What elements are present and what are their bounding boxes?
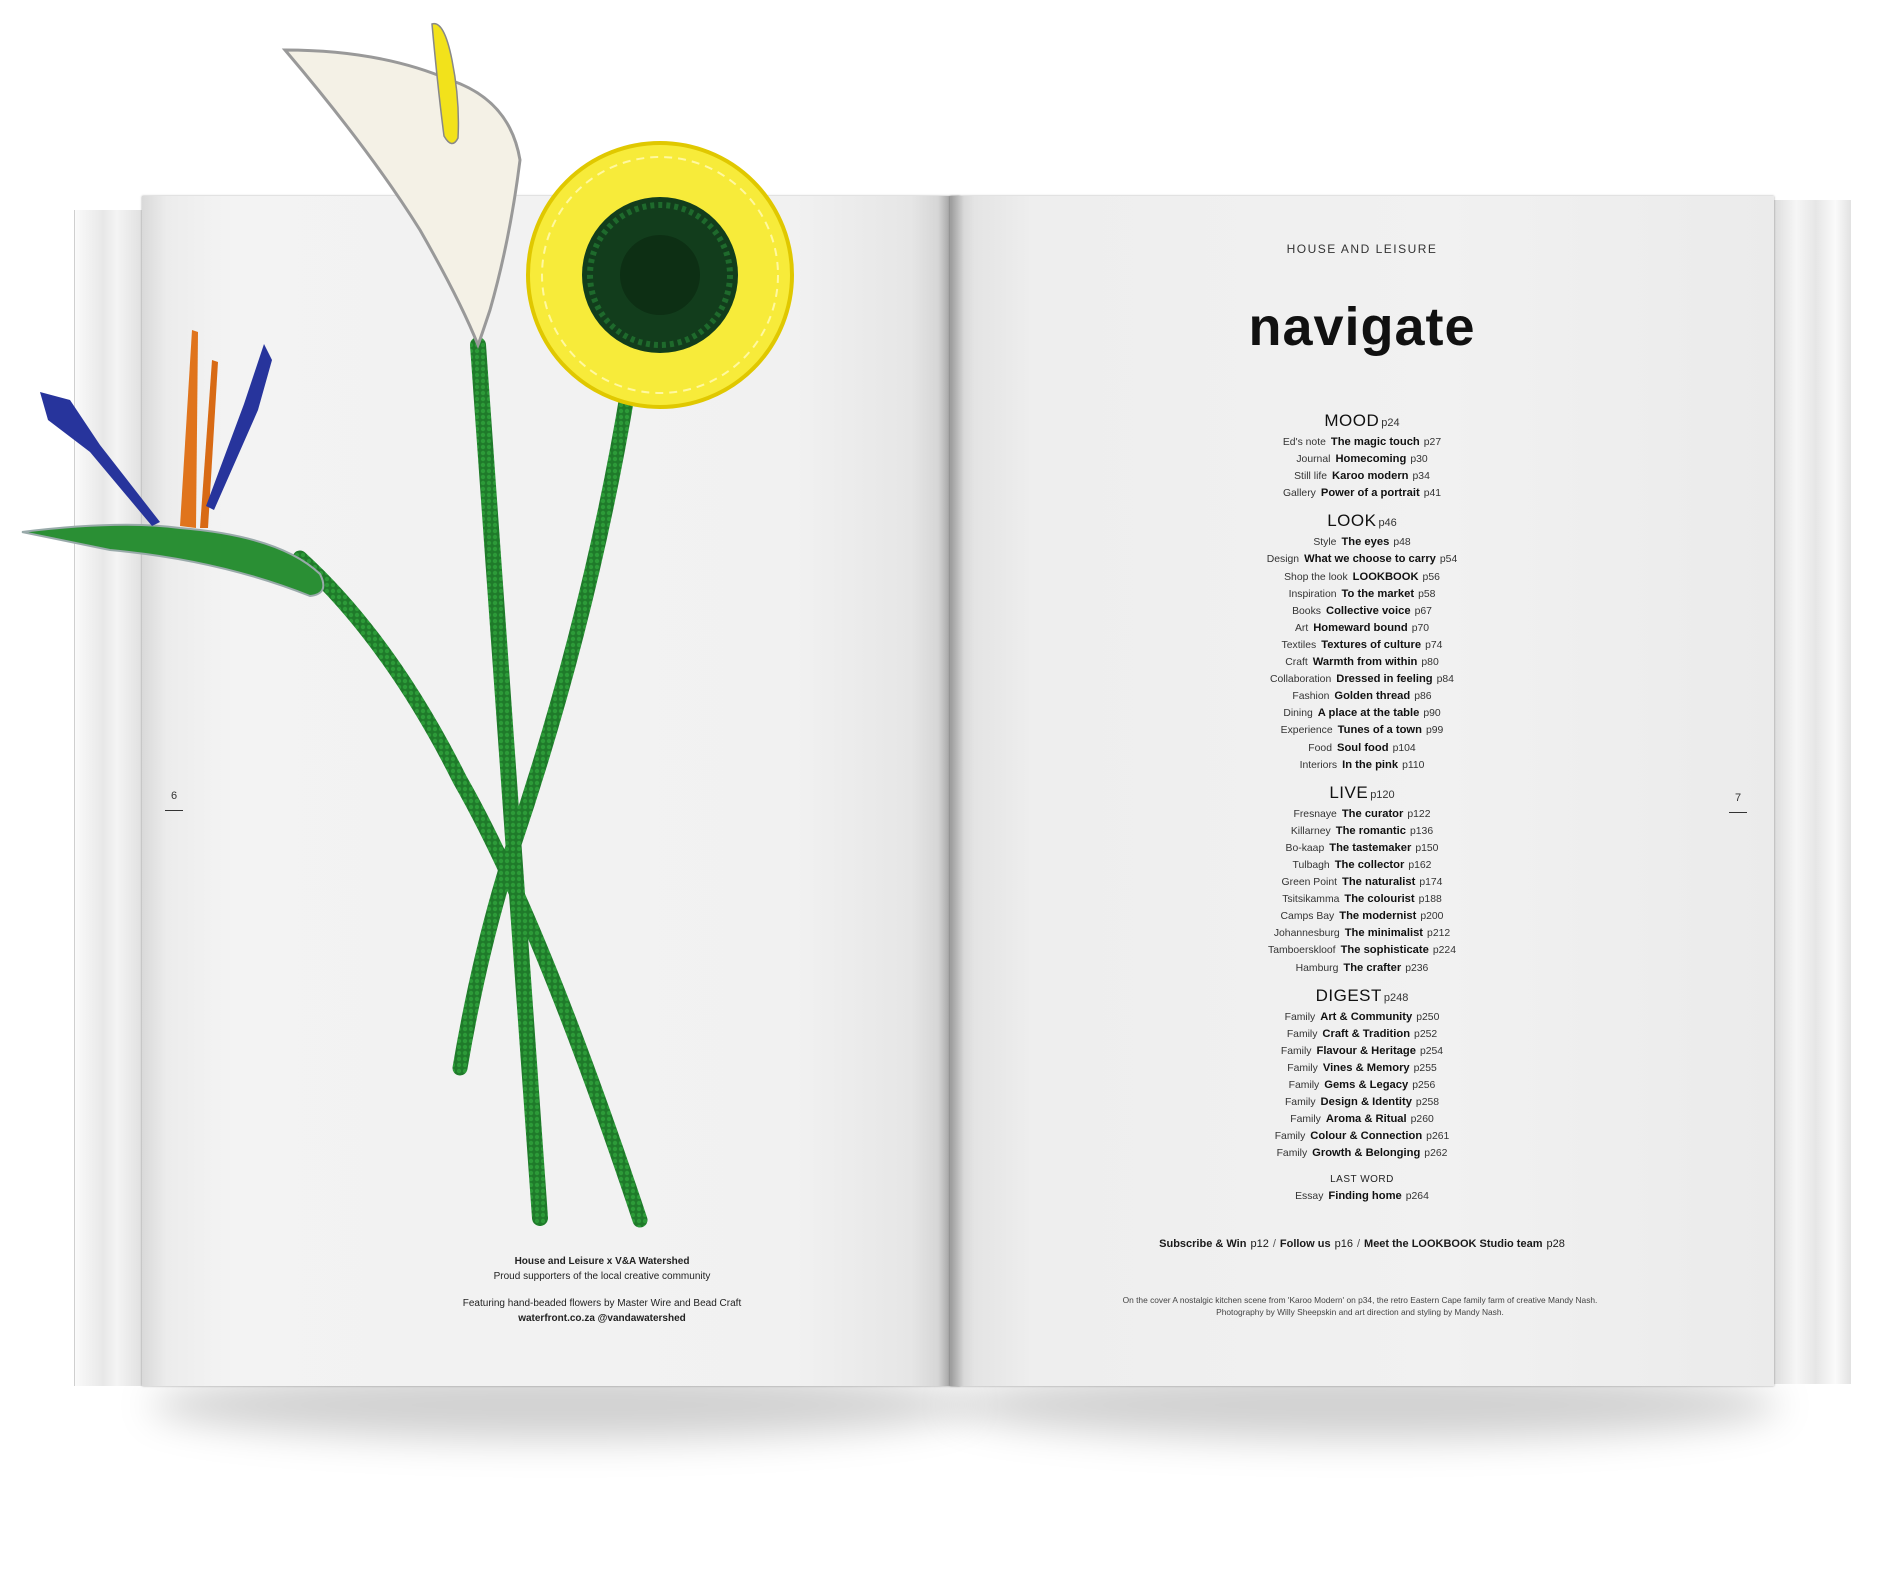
entry-kicker: Collaboration xyxy=(1270,674,1332,686)
entry-page: p200 xyxy=(1420,911,1444,923)
entry-title: Warmth from within xyxy=(1312,656,1418,669)
entry-title: Vines & Memory xyxy=(1322,1061,1410,1074)
bird-of-paradise-stem xyxy=(300,558,640,1220)
entry-kicker: Dining xyxy=(1283,708,1313,720)
entry-title: The sophisticate xyxy=(1340,944,1429,957)
footer-link-page: p12 xyxy=(1250,1238,1269,1250)
entry-kicker: Journal xyxy=(1296,454,1331,466)
section-page: p46 xyxy=(1378,517,1397,530)
entry-page: p90 xyxy=(1423,708,1441,720)
entry-page: p162 xyxy=(1408,859,1432,871)
entry-kicker: Essay xyxy=(1295,1191,1324,1203)
entry-title: Dressed in feeling xyxy=(1336,673,1433,686)
entry-title: Homecoming xyxy=(1335,453,1407,466)
link-separator: / xyxy=(1272,1238,1276,1250)
footer-link-page: p16 xyxy=(1334,1238,1353,1250)
entry-title: Finding home xyxy=(1328,1190,1402,1203)
entry-page: p256 xyxy=(1412,1080,1436,1091)
entry-kicker: Bo-kaap xyxy=(1285,842,1325,854)
calla-lily-flower xyxy=(285,50,520,345)
entry-title: Tunes of a town xyxy=(1337,724,1422,737)
entry-kicker: Green Point xyxy=(1281,877,1337,889)
entry-title: In the pink xyxy=(1342,758,1399,771)
entry-kicker: Craft xyxy=(1285,657,1308,669)
entry-kicker: Style xyxy=(1313,537,1337,549)
page-title: navigate xyxy=(1248,297,1476,357)
footer-link-title: Subscribe & Win xyxy=(1159,1238,1247,1250)
entry-kicker: Art xyxy=(1294,622,1309,634)
section-page: p248 xyxy=(1383,991,1409,1004)
section-name: MOOD xyxy=(1324,411,1380,430)
entry-kicker: Inspiration xyxy=(1288,588,1337,600)
entry-kicker: Family xyxy=(1274,1131,1306,1143)
entry-kicker: Family xyxy=(1284,1097,1316,1109)
entry-page: p30 xyxy=(1410,454,1428,466)
entry-kicker: Still life xyxy=(1294,471,1328,483)
entry-title: To the market xyxy=(1341,587,1415,600)
entry-page: p174 xyxy=(1419,877,1443,889)
entry-page: p188 xyxy=(1418,894,1442,906)
entry-title: The crafter xyxy=(1343,961,1402,974)
entry-title: Soul food xyxy=(1336,741,1389,754)
entry-title: Collective voice xyxy=(1325,604,1411,617)
entry-kicker: Fashion xyxy=(1292,691,1330,703)
magazine-name: HOUSE AND LEISURE xyxy=(1286,242,1438,256)
right-page-number: 7 xyxy=(1734,792,1742,804)
cover-note-line-1: On the cover A nostalgic kitchen scene from 'Karoo Modern' on p34, the retro Eastern Cape family farm of creative Mandy Nash. xyxy=(1122,1295,1598,1305)
entry-title: Flavour & Heritage xyxy=(1316,1044,1416,1057)
entry-page: p261 xyxy=(1426,1131,1450,1143)
entry-title: The tastemaker xyxy=(1329,841,1412,854)
left-page-number: 6 xyxy=(170,790,178,802)
entry-page: p262 xyxy=(1424,1148,1448,1160)
bird-of-paradise-head xyxy=(22,525,323,596)
entry-page: p252 xyxy=(1414,1028,1438,1040)
entry-title: Textures of culture xyxy=(1321,638,1422,651)
entry-kicker: Food xyxy=(1308,742,1332,754)
sunflower-head xyxy=(528,143,792,407)
entry-kicker: Family xyxy=(1286,1028,1318,1040)
entry-page: p224 xyxy=(1432,945,1456,957)
entry-page: p80 xyxy=(1421,657,1439,669)
link-separator: / xyxy=(1356,1238,1361,1250)
entry-title: Craft & Tradition xyxy=(1322,1027,1411,1040)
entry-title: Karoo modern xyxy=(1332,470,1409,483)
caption-title: House and Leisure x V&A Watershed xyxy=(514,1256,690,1267)
section-page: p24 xyxy=(1381,417,1400,429)
last-word-label: LAST WORD xyxy=(1330,1174,1394,1186)
entry-kicker: Interiors xyxy=(1299,759,1338,771)
entry-page: p86 xyxy=(1414,691,1432,703)
entry-title: Golden thread xyxy=(1334,690,1411,703)
footer-link-title: Meet the LOOKBOOK Studio team xyxy=(1364,1238,1543,1250)
entry-page: p54 xyxy=(1439,554,1458,566)
entry-title: The collector xyxy=(1334,858,1405,871)
entry-page: p255 xyxy=(1413,1062,1437,1074)
entry-kicker: Family xyxy=(1280,1045,1312,1057)
entry-page: p150 xyxy=(1415,842,1439,854)
entry-page: p84 xyxy=(1436,674,1454,686)
entry-page: p250 xyxy=(1416,1011,1440,1023)
section-name: DIGEST xyxy=(1315,985,1382,1005)
entry-kicker: Books xyxy=(1292,605,1321,617)
entry-title: Colour & Connection xyxy=(1310,1130,1423,1143)
entry-kicker: Tulbagh xyxy=(1292,859,1330,871)
entry-kicker: Family xyxy=(1288,1080,1320,1091)
entry-title: Power of a portrait xyxy=(1320,487,1420,500)
entry-page: p56 xyxy=(1422,571,1440,583)
entry-page: p236 xyxy=(1405,962,1429,974)
entry-kicker: Experience xyxy=(1280,725,1333,737)
entry-kicker: Tsitsikamma xyxy=(1282,894,1340,906)
entry-page: p110 xyxy=(1402,759,1425,771)
entry-page: p136 xyxy=(1409,825,1434,837)
entry-title: Art & Community xyxy=(1320,1010,1413,1023)
caption-links: waterfront.co.za @vandawatershed xyxy=(518,1313,686,1324)
entry-page: p67 xyxy=(1414,605,1432,617)
entry-page: p104 xyxy=(1392,742,1416,754)
section-name: LOOK xyxy=(1327,511,1377,531)
entry-title: Aroma & Ritual xyxy=(1325,1113,1407,1126)
cover-note-line-2: Photography by Willy Sheepskin and art direction and styling by Mandy Nash. xyxy=(1216,1307,1504,1317)
entry-kicker: Johannesburg xyxy=(1273,928,1340,940)
entry-page: p212 xyxy=(1427,928,1451,940)
bird-of-paradise-blue-petal-left xyxy=(40,392,160,526)
entry-title: A place at the table xyxy=(1317,707,1420,720)
entry-page: p27 xyxy=(1423,437,1442,448)
entry-kicker: Fresnaye xyxy=(1293,808,1337,820)
entry-kicker: Hamburg xyxy=(1295,962,1339,974)
entry-kicker: Family xyxy=(1290,1114,1321,1126)
entry-page: p58 xyxy=(1418,588,1436,600)
entry-page: p48 xyxy=(1393,537,1411,549)
footer-link-page: p28 xyxy=(1546,1238,1565,1250)
entry-kicker: Family xyxy=(1276,1148,1308,1160)
entry-kicker: Killarney xyxy=(1290,825,1331,837)
entry-page: p74 xyxy=(1425,639,1443,651)
entry-title: LOOKBOOK xyxy=(1352,570,1419,583)
entry-title: Gems & Legacy xyxy=(1324,1079,1409,1091)
entry-kicker: Shop the look xyxy=(1284,571,1348,583)
entry-kicker: Design xyxy=(1266,554,1300,566)
entry-title: Design & Identity xyxy=(1320,1096,1412,1109)
bird-of-paradise-orange-petal xyxy=(180,330,198,528)
entry-title: The colourist xyxy=(1344,893,1415,906)
entry-title: Homeward bound xyxy=(1313,621,1408,634)
entry-page: p41 xyxy=(1423,488,1442,500)
entry-title: Growth & Belonging xyxy=(1312,1147,1421,1160)
entry-page: p254 xyxy=(1419,1045,1444,1057)
entry-page: p70 xyxy=(1411,622,1430,634)
entry-kicker: Family xyxy=(1287,1062,1318,1074)
entry-kicker: Gallery xyxy=(1282,488,1316,500)
entry-title: The curator xyxy=(1341,807,1404,820)
entry-kicker: Tamboerskloof xyxy=(1268,945,1336,957)
entry-kicker: Textiles xyxy=(1281,639,1317,651)
entry-page: p260 xyxy=(1410,1114,1434,1126)
entry-title: The modernist xyxy=(1339,910,1417,923)
entry-title: The eyes xyxy=(1341,536,1390,549)
entry-kicker: Camps Bay xyxy=(1280,911,1335,923)
entry-kicker: Family xyxy=(1284,1011,1316,1023)
entry-title: The romantic xyxy=(1335,824,1406,837)
entry-page: p264 xyxy=(1405,1191,1429,1203)
caption-credit: Featuring hand-beaded flowers by Master Wire and Bead Craft xyxy=(462,1298,742,1309)
entry-title: The magic touch xyxy=(1330,436,1420,448)
entry-kicker: Ed's note xyxy=(1282,437,1326,448)
entry-title: The naturalist xyxy=(1341,876,1416,889)
entry-page: p99 xyxy=(1425,725,1444,737)
entry-page: p258 xyxy=(1415,1097,1440,1109)
entry-title: What we choose to carry xyxy=(1304,553,1436,566)
entry-title: The minimalist xyxy=(1344,927,1424,940)
footer-link-title: Follow us xyxy=(1279,1238,1331,1250)
section-name: LIVE xyxy=(1329,782,1369,802)
section-page: p120 xyxy=(1370,788,1395,801)
caption-subtitle: Proud supporters of the local creative community xyxy=(493,1271,711,1282)
entry-page: p122 xyxy=(1407,808,1431,820)
entry-page: p34 xyxy=(1412,471,1430,483)
